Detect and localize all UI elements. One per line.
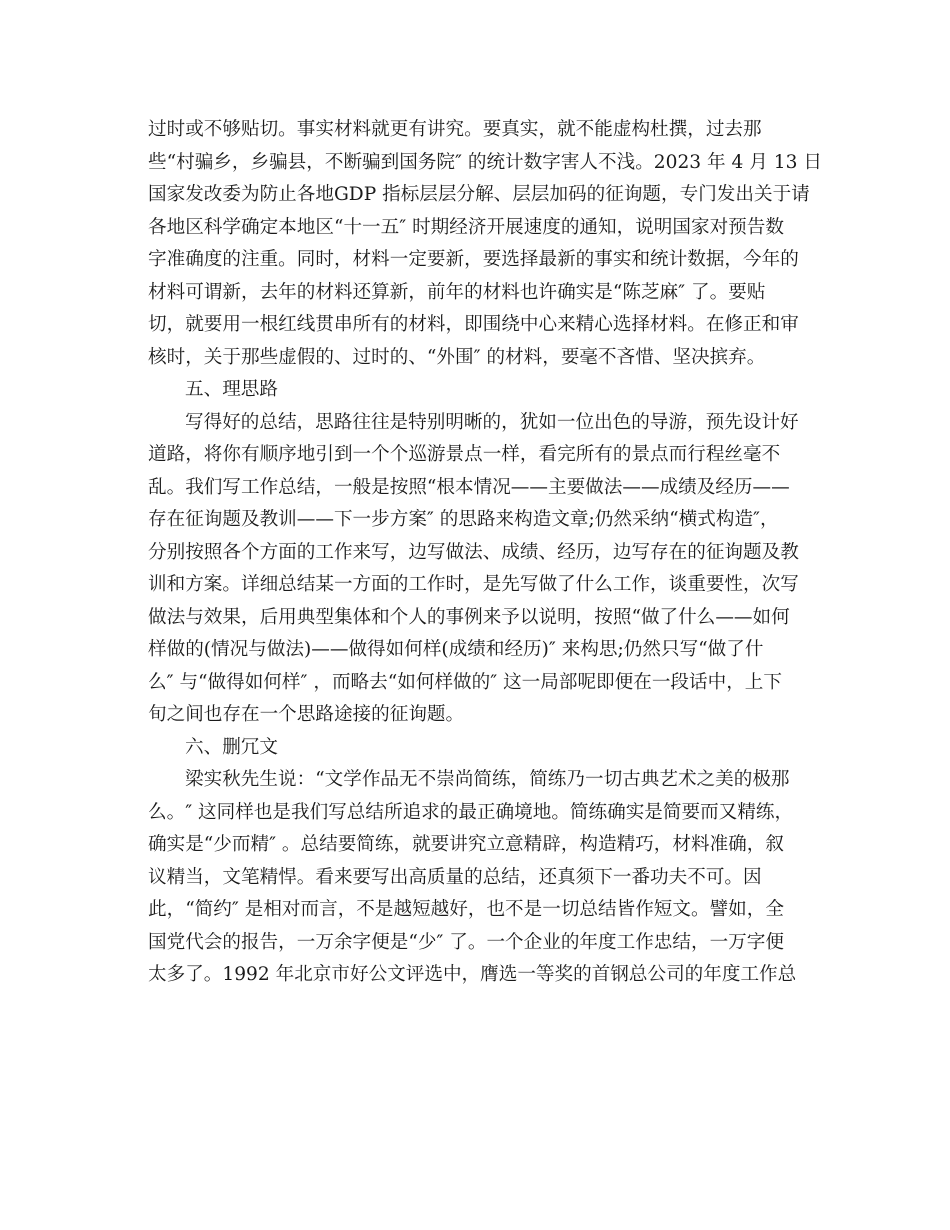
section-heading-trim-text: 六、删冗文 (185, 736, 278, 758)
text-line: 核时，关于那些虚假的、过时的、“外围″ 的材料，要毫不吝惜、坚决摈弃。 (148, 346, 766, 368)
text-line: 乱。我们写工作总结，一般是按照“根本情况——主要做法——成绩及经历—— (148, 476, 790, 498)
text-line: 训和方案。详细总结某一方面的工作时，是先写做了什么工作，谈重要性，次写 (148, 574, 799, 595)
text-line: 字准确度的注重。同时，材料一定要新，要选择最新的事实和统计数据，今年的 (148, 249, 799, 270)
text-line: 样做的(情况与做法)——做得如何样(成绩和经历)″ 来构思;仍然只写“做了什 (148, 639, 764, 660)
section-heading-organize-thoughts: 五、理思路 (185, 379, 278, 400)
text-line: 做法与效果，后用典型集体和个人的事例来予以说明，按照“做了什么——如何 (148, 606, 790, 628)
text-line: 旬之间也存在一个思路途接的征询题。 (148, 704, 465, 725)
text-line: 么。″ 这同样也是我们写总结所追求的最正确境地。简练确实是简要而又精练， (148, 801, 794, 823)
text-line: 国家发改委为防止各地GDP 指标层层分解、层层加码的征询题，专门发出关于请 (148, 184, 810, 205)
text-line: 过时或不够贴切。事实材料就更有讲究。要真实，就不能虚构杜撰，过去那 (148, 119, 762, 140)
text-line: 太多了。1992 年北京市好公文评选中，膺选一等奖的首钢总公司的年度工作总 (148, 964, 797, 985)
text-line: 各地区科学确定本地区“十一五″ 时期经济开展速度的通知，说明国家对预告数 (148, 216, 784, 238)
text-line: 国党代会的报告，一万余字便是“少″ 了。一个企业的年度工作忠结，一万字便 (148, 931, 784, 953)
text-line: 议精当，文笔精悍。看来要写出高质量的总结，还真须下一番功夫不可。因 (148, 866, 762, 888)
text-line: 此，“简约″ 是相对而言，不是越短越好，也不是一切总结皆作短文。譬如，全 (148, 899, 784, 920)
paragraph-start: 写得好的总结，思路往往是特别明晰的，犹如一位出色的导游，预先设计好 (185, 411, 799, 433)
text-line: 些“村骗乡，乡骗县，不断骗到国务院″ 的统计数字害人不浅。2023 年 4 月 13 日 (148, 151, 822, 173)
document-body (148, 114, 822, 992)
text-line: 切，就要用一根红线贯串所有的材料，即围绕中心来精心选择材料。在修正和审 (148, 314, 799, 335)
text-line: 存在征询题及教训——下一步方案″ 的思路来构造文章;仍然采纳“横式构造″， (148, 509, 779, 530)
text-line: 确实是“少而精″ 。总结要简练，就要讲究立意精辟，构造精巧，材料准确，叙 (148, 834, 784, 855)
text-line: 分别按照各个方面的工作来写，边写做法、成绩、经历，边写存在的征询题及教 (148, 541, 799, 563)
text-line: 材料可谓新，去年的材料还算新，前年的材料也许确实是“陈芝麻″ 了。要贴 (148, 281, 766, 303)
text-line: 道路，将你有顺序地引到一个个巡游景点一样，看完所有的景点而行程丝毫不 (148, 444, 781, 465)
paragraph-start: 梁实秋先生说：“文学作品无不崇尚简练，简练乃一切古典艺术之美的极那 (185, 769, 790, 790)
text-line: 么″ 与“做得如何样″ ，而略去“如何样做的″ 这一局部呢即便在一段话中，上下 (148, 671, 782, 693)
